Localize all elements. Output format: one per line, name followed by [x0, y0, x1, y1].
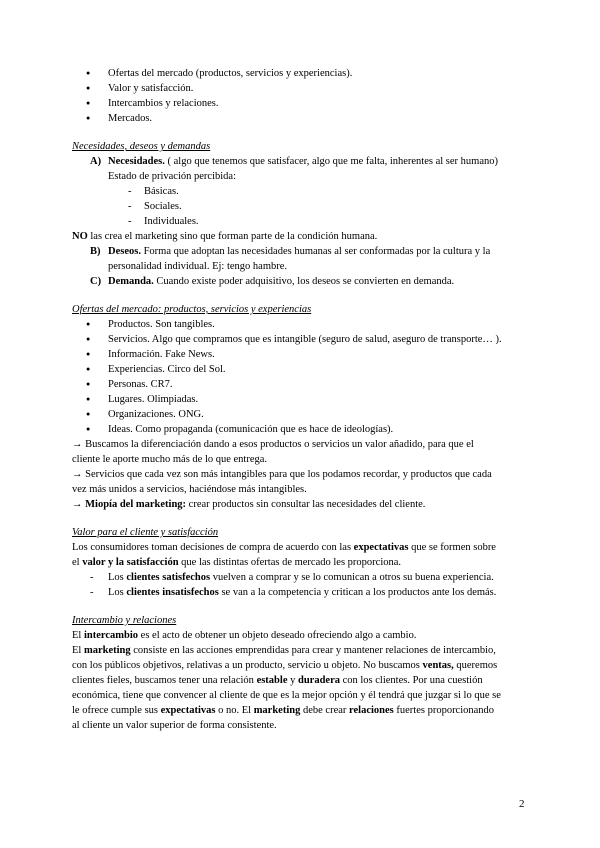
text: queremos	[453, 660, 498, 671]
text: Forma que adoptan las necesidades humanas al ser conformadas por la cultura y la	[140, 246, 491, 257]
text-line: → Servicios que cada vez son más intangibles para que los podamos recordar, y productos que cada	[72, 469, 492, 480]
text: que se formen sobre	[408, 542, 496, 553]
page-number: 2	[519, 798, 525, 810]
list-item: ● Intercambios y relaciones.	[72, 96, 528, 111]
arrow-glyph: →	[72, 499, 86, 510]
term-ventas: ventas,	[422, 660, 454, 671]
paragraph	[72, 628, 528, 733]
section-heading-necesidades: Necesidades, deseos y demandas	[72, 141, 211, 152]
list-item: ● Servicios. Algo que compramos que es intangible (seguro de salud, aseguro de transporte… ).	[72, 332, 528, 347]
text-line	[72, 555, 528, 570]
text: Cuando existe poder adquisitivo, los deseos se convierten en demanda.	[153, 276, 455, 287]
text: crear productos sin consultar las necesidades del cliente.	[186, 499, 426, 510]
term-duradera: duradera	[297, 675, 340, 686]
term-demanda: Demanda.	[108, 276, 154, 287]
item-b-cont: personalidad individual. Ej: tengo hambre.	[108, 261, 288, 272]
list-item	[72, 570, 528, 585]
text: que las distintas ofertas de mercado les proporciona.	[178, 557, 402, 568]
term-relaciones: relaciones	[349, 705, 394, 716]
text-line	[72, 703, 528, 718]
term-deseos: Deseos.	[108, 246, 141, 257]
list-item: - Sociales.	[72, 199, 528, 214]
text: le ofrece cumple sus	[72, 705, 161, 716]
text: las crea el marketing sino que forman parte de la condición humana.	[87, 231, 378, 242]
term-expectativas: expectativas	[160, 705, 216, 716]
text: vuelven a comprar y se lo comunican a otros su buena experiencia.	[210, 572, 494, 583]
arrow-note-1	[72, 437, 528, 467]
term-clientes-insatisfechos: clientes insatisfechos	[126, 587, 219, 598]
intro-list	[72, 66, 528, 126]
term-intercambio: intercambio	[83, 630, 139, 641]
term-marketing: marketing	[253, 705, 301, 716]
document-page	[72, 66, 528, 733]
text-line	[72, 643, 528, 658]
text-line: cliente le aporte mucho más de lo que entrega.	[72, 454, 268, 465]
text: con los clientes. Por una cuestión	[339, 675, 483, 686]
term-estable: estable	[256, 675, 288, 686]
list-item: ● Organizaciones. ONG.	[72, 407, 528, 422]
list-item: ● Información. Fake News.	[72, 347, 528, 362]
section-heading-ofertas: Ofertas del mercado: productos, servicios y experiencias	[72, 304, 312, 315]
text: ( algo que tenemos que satisfacer, algo que me falta, inherentes al ser humano)	[164, 156, 498, 167]
text: clientes fieles, buscamos tener una relación	[72, 675, 257, 686]
letter-b: B)	[90, 246, 101, 257]
text: debe crear	[300, 705, 350, 716]
text: Los	[108, 587, 127, 598]
item-a	[72, 154, 528, 169]
term-clientes-satisfechos: clientes satisfechos	[126, 572, 211, 583]
item-c	[72, 274, 528, 289]
list-item: ● Mercados.	[72, 111, 528, 126]
list-item: ● Lugares. Olimpiadas.	[72, 392, 528, 407]
text-line	[72, 658, 528, 673]
text: con los públicos objetivos, relativas a un producto, servicio u objeto. No buscamos	[72, 660, 423, 671]
text: El	[72, 645, 84, 656]
arrow-note-3	[72, 497, 528, 512]
item-a-subtext: Estado de privación percibida:	[108, 171, 236, 182]
text-line	[72, 540, 528, 555]
term-necesidades: Necesidades.	[108, 156, 165, 167]
text: se van a la competencia y critican a los productos ante los demás.	[218, 587, 497, 598]
list-item: - Individuales.	[72, 214, 528, 229]
text: y	[287, 675, 298, 686]
text: es el acto de obtener un objeto deseado ofreciendo algo a cambio.	[138, 630, 417, 641]
list-item: ● Experiencias. Circo del Sol.	[72, 362, 528, 377]
text-line: → Buscamos la diferenciación dando a esos productos o servicios un valor añadido, para que el	[72, 439, 474, 450]
term-miopia: Miopía del marketing:	[85, 499, 187, 510]
section-heading-valor: Valor para el cliente y satisfacción	[72, 527, 219, 538]
list-item: ● Ofertas del mercado (productos, servicios y experiencias).	[72, 66, 528, 81]
arrow-note-2	[72, 467, 528, 497]
list-item: ● Personas. CR7.	[72, 377, 528, 392]
no-paragraph	[72, 229, 528, 244]
list-item: ● Valor y satisfacción.	[72, 81, 528, 96]
paragraph	[72, 540, 528, 570]
text: consiste en las acciones emprendidas para crear y mantener relaciones de intercambio,	[130, 645, 496, 656]
text: El	[72, 630, 84, 641]
item-b	[72, 244, 528, 259]
text-line: vez más unidos a servicios, haciéndose más intangibles.	[72, 484, 307, 495]
list-item: - Básicas.	[72, 184, 528, 199]
text-line	[72, 673, 528, 688]
text-line: económica, tiene que convencer al cliente de que es la mejor opción y él tendrá que juzgar si lo que se	[72, 690, 501, 701]
term-valor-satisfaccion: valor y la satisfacción	[82, 557, 179, 568]
term-expectativas: expectativas	[353, 542, 409, 553]
section-heading-intercambio: Intercambio y relaciones	[72, 615, 177, 626]
text: o no. El	[215, 705, 254, 716]
text: el	[72, 557, 83, 568]
term-no: NO	[72, 231, 88, 242]
text: Los	[108, 572, 127, 583]
list-item	[72, 585, 528, 600]
text-line	[72, 628, 528, 643]
list-item: ● Productos. Son tangibles.	[72, 317, 528, 332]
term-marketing: marketing	[83, 645, 131, 656]
letter-c: C)	[90, 276, 102, 287]
text-line: al cliente un valor superior de forma consistente.	[72, 720, 277, 731]
letter-a: A)	[90, 156, 102, 167]
text: fuertes proporcionando	[393, 705, 495, 716]
text: Los consumidores toman decisiones de compra de acuerdo con las	[72, 542, 354, 553]
list-item: ● Ideas. Como propaganda (comunicación que es hace de ideologías).	[72, 422, 528, 437]
